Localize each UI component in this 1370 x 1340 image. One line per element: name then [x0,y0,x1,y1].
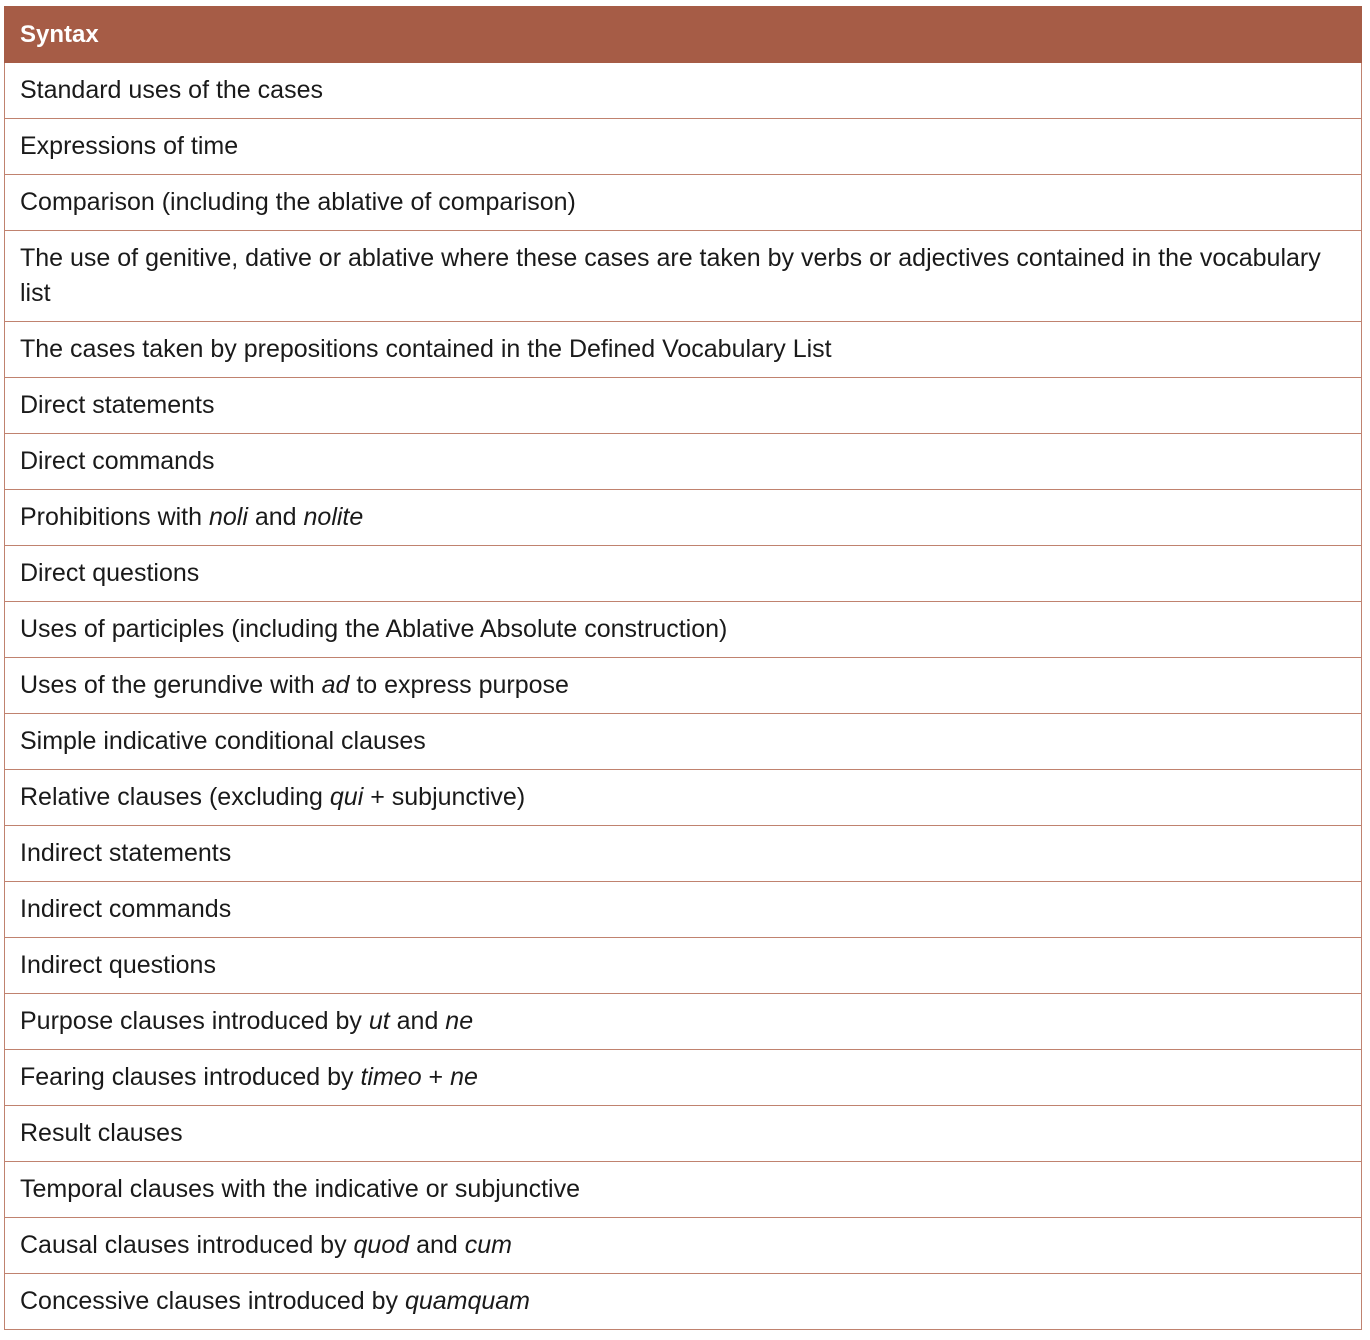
table-row [5,175,1362,231]
italic-term: ne [450,1063,478,1091]
table-cell [5,938,1362,994]
cell-text: Expressions of time [20,132,239,160]
table-body [5,63,1362,1330]
table-cell [5,602,1362,658]
cell-text: and [409,1231,465,1259]
cell-text: Temporal clauses with the indicative or subjunctive [20,1175,580,1203]
table-cell [5,826,1362,882]
table-cell [5,994,1362,1050]
table-row [5,434,1362,490]
table-cell [5,175,1362,231]
table-row [5,994,1362,1050]
table-cell [5,63,1362,119]
cell-text: Comparison (including the ablative of comparison) [20,188,576,216]
cell-text: Indirect statements [20,839,232,867]
table-cell [5,714,1362,770]
table-row [5,1050,1362,1106]
cell-text: Uses of participles (including the Ablative Absolute construction) [20,615,728,643]
cell-text: Relative clauses (excluding [20,783,330,811]
cell-text: and [389,1007,446,1035]
cell-text: The cases taken by prepositions contained in the Defined Vocabulary List [20,335,832,363]
table-cell [5,322,1362,378]
italic-term: quamquam [404,1287,531,1315]
table-cell [5,770,1362,826]
table-header-syntax: Syntax [5,7,1362,63]
table-row [5,1218,1362,1274]
cell-text: Fearing clauses introduced by [20,1063,361,1091]
table-cell [5,119,1362,175]
cell-text: + [421,1063,451,1091]
italic-term: cum [464,1231,512,1259]
table-row [5,770,1362,826]
cell-text: Causal clauses introduced by [20,1231,354,1259]
table-cell [5,1050,1362,1106]
table-cell [5,546,1362,602]
cell-text: Direct questions [20,559,200,587]
italic-term: ut [368,1007,390,1035]
cell-text: Indirect questions [20,951,216,979]
cell-text: Uses of the gerundive with [20,671,322,699]
table-row [5,322,1362,378]
table-row [5,602,1362,658]
table-row [5,1106,1362,1162]
table-row [5,826,1362,882]
table-row [5,546,1362,602]
italic-term: noli [208,503,248,531]
italic-term: ne [445,1007,474,1035]
table-header-row [5,7,1362,63]
table-cell [5,1274,1362,1330]
italic-term: qui [329,783,364,811]
cell-text: Direct commands [20,447,215,475]
table-row [5,658,1362,714]
table-cell [5,882,1362,938]
cell-text: to express purpose [349,671,569,699]
cell-text: Direct statements [20,391,215,419]
table-row [5,1162,1362,1218]
italic-term: ad [321,671,350,699]
table-cell [5,658,1362,714]
table-row [5,938,1362,994]
table-row [5,378,1362,434]
table-cell [5,490,1362,546]
table-cell [5,1106,1362,1162]
table-row [5,714,1362,770]
table-cell [5,1218,1362,1274]
cell-text: The use of genitive, dative or ablative where these cases are taken by verbs or adjectives contained in the vocabulary list [20,244,1321,307]
cell-text: Indirect commands [20,895,232,923]
table-cell [5,231,1362,322]
cell-text: Result clauses [20,1119,183,1147]
table-row [5,231,1362,322]
italic-term: quod [353,1231,410,1259]
table-cell [5,434,1362,490]
italic-term: nolite [303,503,364,531]
table-row [5,490,1362,546]
cell-text: Concessive clauses introduced by [20,1287,405,1315]
table-row [5,882,1362,938]
cell-text: + subjunctive) [363,783,526,811]
table-row [5,1274,1362,1330]
table-row [5,119,1362,175]
cell-text: Standard uses of the cases [20,76,323,104]
cell-text: Purpose clauses introduced by [20,1007,369,1035]
cell-text: Prohibitions with [20,503,209,531]
cell-text: Simple indicative conditional clauses [20,727,426,755]
table-row [5,63,1362,119]
table-cell [5,1162,1362,1218]
italic-term: timeo [360,1063,422,1091]
cell-text: and [247,503,304,531]
table-cell [5,378,1362,434]
syntax-table [4,6,1362,1330]
